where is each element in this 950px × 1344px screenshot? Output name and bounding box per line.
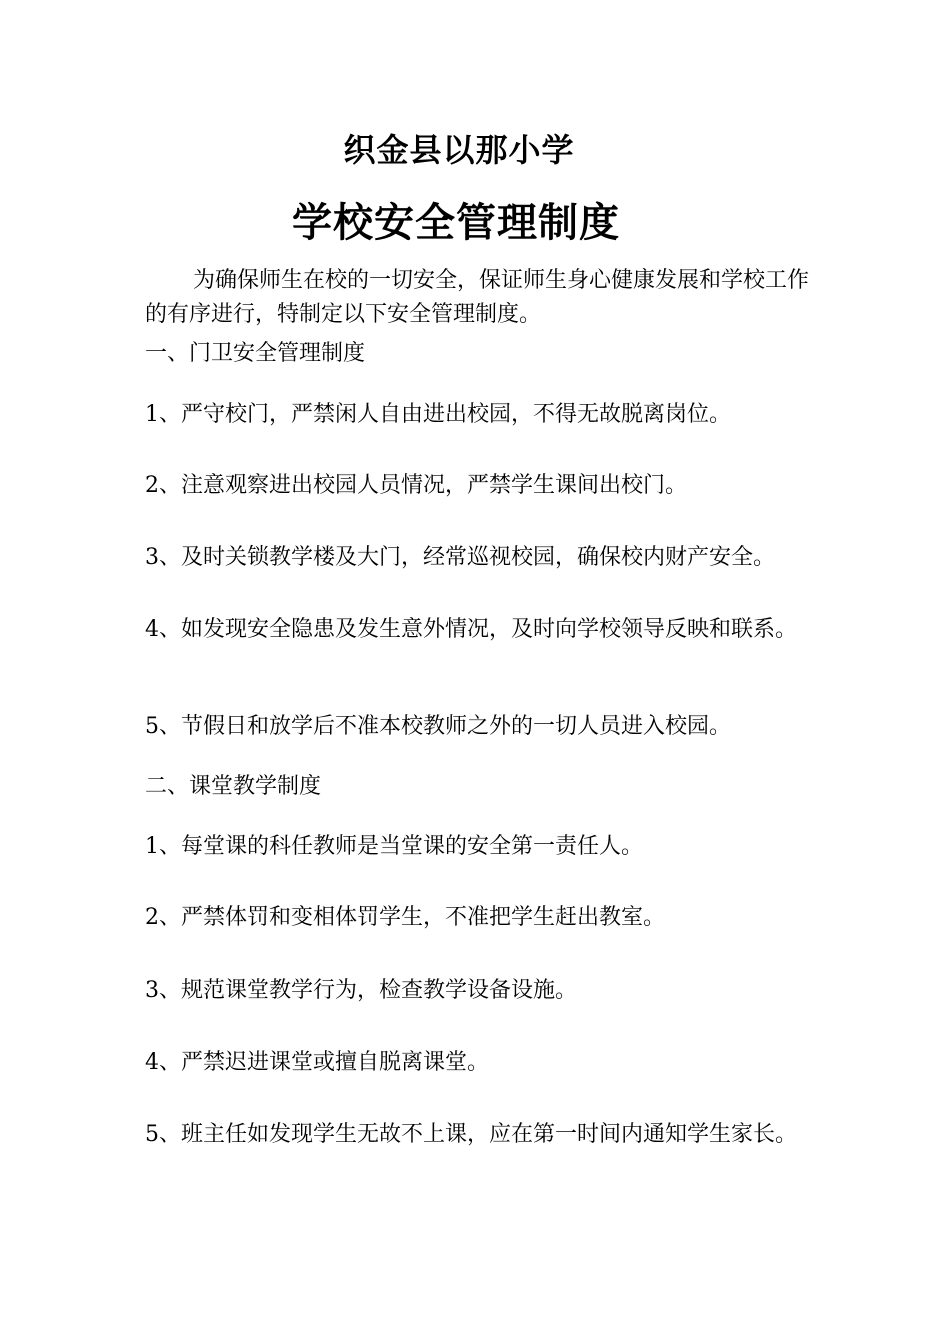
rule-item: 5、节假日和放学后不准本校教师之外的一切人员进入校园。 [145, 714, 731, 739]
rule-item: 4、如发现安全隐患及发生意外情况，及时向学校领导反映和联系。 [145, 617, 797, 642]
rule-item: 1、每堂课的科任教师是当堂课的安全第一责任人。 [145, 834, 643, 859]
intro-paragraph: 为确保师生在校的一切安全，保证师生身心健康发展和学校工作的有序进行，特制定以下安全管理制度。 [145, 268, 810, 327]
rule-item: 3、及时关锁教学楼及大门，经常巡视校园，确保校内财产安全。 [145, 545, 775, 570]
document-title: 学校安全管理制度 [292, 200, 620, 246]
school-name: 织金县以那小学 [343, 131, 575, 169]
section-heading-1: 一、门卫安全管理制度 [145, 341, 366, 366]
rule-item: 3、规范课堂教学行为，检查教学设备设施。 [145, 978, 577, 1003]
rule-item: 2、严禁体罚和变相体罚学生，不准把学生赶出教室。 [145, 905, 665, 930]
rule-item: 1、严守校门，严禁闲人自由进出校园，不得无故脱离岗位。 [145, 402, 731, 427]
section-heading-2: 二、课堂教学制度 [145, 774, 322, 799]
rule-item: 4、严禁迟进课堂或擅自脱离课堂。 [145, 1050, 489, 1075]
rule-item: 5、班主任如发现学生无故不上课，应在第一时间内通知学生家长。 [145, 1122, 797, 1147]
rule-item: 2、注意观察进出校园人员情况，严禁学生课间出校门。 [145, 473, 687, 498]
